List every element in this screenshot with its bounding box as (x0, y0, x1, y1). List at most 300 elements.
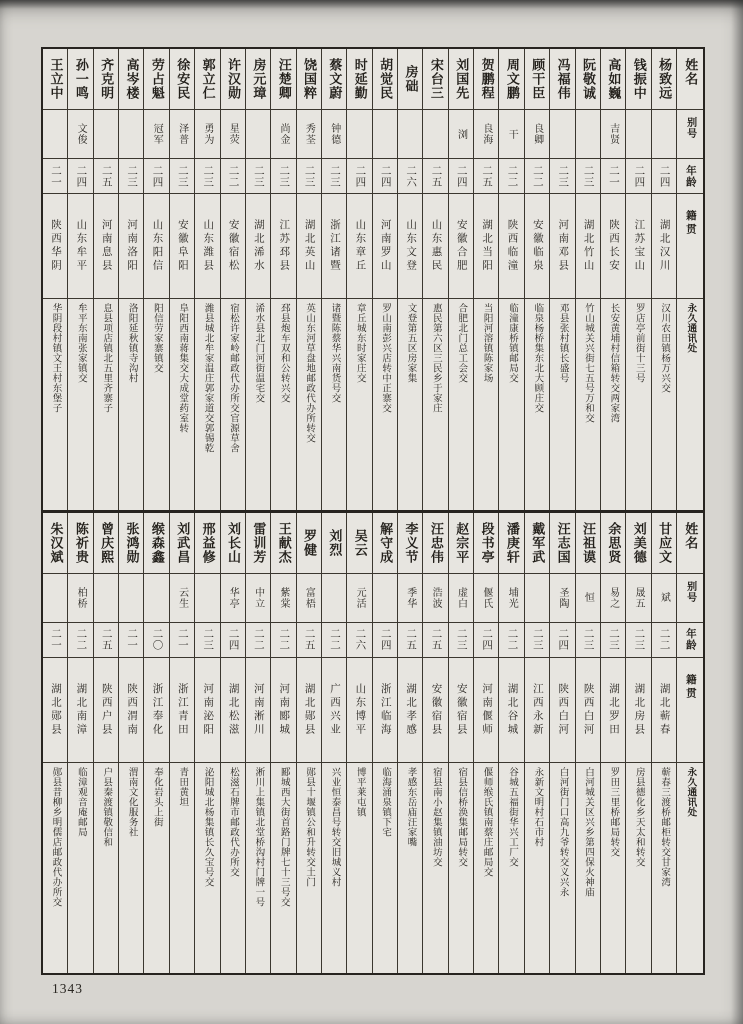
person-name-cell (423, 513, 447, 574)
person-name: 刘武昌 (175, 521, 191, 564)
person-native-cell (170, 658, 194, 763)
person-name: 周文鹏 (504, 58, 520, 100)
person-native-cell (170, 194, 194, 299)
person-address: 邳县炮车双和公转兴交 (278, 303, 289, 403)
person-name: 贺鹏程 (479, 58, 495, 100)
person-address: 宿松许家岭邮政代办所交官源草舍 (228, 303, 238, 453)
person-name-cell (271, 49, 295, 110)
person-native-cell (601, 658, 625, 763)
person-address-cell (119, 299, 143, 510)
person-native-cell (144, 658, 168, 763)
person-name-cell (525, 513, 549, 574)
person-address: 房县德化乡天太和转交 (633, 766, 644, 867)
person-byname: 秀荃 (303, 123, 315, 145)
person-name: 冯福伟 (555, 58, 571, 100)
person-address: 蕲春三渡桥邮柜转交甘家湾 (659, 766, 670, 887)
person-age-cell (373, 159, 397, 194)
person-name: 郭立仁 (200, 58, 216, 100)
person-age-cell (373, 623, 397, 658)
person-name: 吴云 (352, 528, 368, 557)
person-name: 劳占魁 (149, 58, 165, 100)
person-address-cell (94, 299, 118, 510)
person-name: 刘美德 (631, 521, 647, 564)
person-age-cell (246, 623, 270, 658)
person-native: 湖北郧县 (50, 682, 62, 737)
person-age-cell (398, 623, 422, 658)
header-column-bottom (676, 513, 703, 974)
person-name: 王献杰 (276, 521, 292, 564)
person-native-cell (449, 194, 473, 299)
person-age: 二四 (557, 628, 569, 651)
person-byname-cell (373, 574, 397, 623)
person-address-cell (195, 299, 219, 510)
person-byname: 华亭 (227, 586, 239, 609)
person-name: 刘烈 (327, 528, 343, 557)
person-address: 泌阳城北杨集镇长久宝号交 (202, 766, 213, 887)
person-name: 缑森鑫 (149, 521, 165, 564)
person-name: 赵宗平 (454, 521, 470, 564)
person-column (118, 513, 143, 974)
header-label-address: 永久通讯处 (685, 766, 696, 817)
person-native: 陕西白河 (582, 682, 594, 737)
person-address-cell (652, 763, 676, 974)
person-native-cell (550, 194, 574, 299)
person-name: 汪忠伟 (428, 521, 444, 564)
person-address: 临漳观音庵邮局 (75, 766, 86, 837)
person-byname-cell (626, 110, 650, 159)
person-byname: 尚金 (278, 123, 289, 145)
person-name: 杨致远 (657, 58, 673, 100)
person-age: 二三 (329, 164, 340, 188)
person-address-cell (170, 299, 194, 510)
person-address-cell (347, 299, 371, 510)
person-byname-cell (449, 574, 473, 623)
person-address: 临潼康桥镇邮局交 (506, 303, 517, 383)
person-name: 朱汉斌 (48, 521, 64, 564)
person-byname-cell (271, 574, 295, 623)
person-name-cell (221, 49, 245, 110)
person-column (625, 49, 650, 510)
person-name-cell (246, 49, 270, 110)
person-name-cell (474, 49, 498, 110)
person-native: 山东博平 (354, 682, 366, 737)
person-age-cell (271, 159, 295, 194)
header-label-native: 籍贯 (684, 210, 696, 237)
person-name: 汪志国 (555, 521, 571, 564)
person-byname-cell (373, 110, 397, 159)
person-address-cell (297, 299, 321, 510)
person-byname: 偃氏 (480, 586, 492, 609)
person-byname-cell (68, 574, 92, 623)
person-column (448, 49, 473, 510)
person-age: 二五 (100, 164, 112, 188)
person-age-cell (525, 623, 549, 658)
person-byname-cell (347, 110, 371, 159)
person-address: 郾城西大街首路门牌七十三号交 (278, 766, 289, 907)
person-age: 二二 (227, 164, 239, 188)
person-name-cell (398, 49, 422, 110)
person-name: 宋台三 (428, 58, 444, 100)
person-column (43, 513, 67, 974)
person-name-cell (94, 513, 118, 574)
person-name: 房础 (403, 65, 419, 93)
person-name: 雷训芳 (251, 521, 267, 564)
person-byname-cell (550, 110, 574, 159)
person-age-cell (221, 159, 245, 194)
person-native-cell (322, 194, 346, 299)
person-address-cell (246, 299, 270, 510)
person-address-cell (43, 299, 67, 510)
person-byname-cell (94, 110, 118, 159)
person-name-cell (297, 49, 321, 110)
header-cell-byname (677, 574, 703, 623)
person-byname-cell (601, 110, 625, 159)
person-address-cell (68, 763, 92, 974)
person-byname-cell (499, 110, 523, 159)
person-native-cell (68, 658, 92, 763)
person-name: 时延勤 (352, 58, 368, 100)
person-native-cell (398, 658, 422, 763)
person-age: 二二 (658, 628, 670, 651)
header-cell-age (677, 623, 703, 658)
person-native-cell (246, 658, 270, 763)
person-age: 二四 (75, 164, 87, 188)
person-age: 二三 (202, 628, 214, 651)
person-age-cell (119, 623, 143, 658)
person-name: 潘庚轩 (504, 521, 520, 564)
header-cell-native (677, 658, 703, 763)
person-age: 二一 (607, 164, 619, 188)
person-column (549, 49, 574, 510)
person-address: 户县秦渡镇敬信和 (101, 766, 112, 847)
person-column (422, 513, 447, 974)
person-address: 渭南文化服务社 (126, 766, 137, 837)
person-native: 山东惠民 (430, 219, 442, 273)
person-address: 淅川上集镇北堂桥沟村门牌一号 (253, 766, 264, 907)
person-native-cell (373, 658, 397, 763)
person-name-cell (347, 513, 371, 574)
person-native-cell (221, 658, 245, 763)
person-native-cell (652, 194, 676, 299)
person-age-cell (271, 623, 295, 658)
person-byname: 富梧 (303, 586, 315, 609)
person-column (524, 49, 549, 510)
person-address-cell (271, 299, 295, 510)
person-native: 湖北南漳 (75, 682, 87, 737)
person-age-cell (68, 623, 92, 658)
person-byname: 晟五 (633, 586, 645, 609)
person-native: 安徽宿县 (455, 682, 467, 737)
person-native-cell (94, 194, 118, 299)
person-byname: 恒 (582, 592, 594, 603)
person-address-cell (449, 763, 473, 974)
person-name: 孙一鸣 (73, 58, 89, 100)
person-column (651, 513, 676, 974)
person-age: 二三 (633, 628, 645, 651)
person-byname-cell (221, 110, 245, 159)
person-native-cell (550, 658, 574, 763)
person-age: 二二 (506, 628, 518, 651)
person-column (473, 49, 498, 510)
person-column (169, 513, 194, 974)
person-native: 山东章丘 (354, 219, 366, 273)
person-byname-cell (499, 574, 523, 623)
person-address-cell (499, 763, 523, 974)
person-native: 陕西华阴 (50, 219, 62, 273)
person-native: 湖北英山 (303, 219, 315, 273)
person-column (67, 513, 92, 974)
person-byname: 良海 (480, 123, 492, 145)
person-column (651, 49, 676, 510)
person-column (473, 513, 498, 974)
person-column (498, 49, 523, 510)
person-name: 陈祈贵 (73, 521, 89, 564)
person-name: 戴军武 (530, 521, 546, 564)
person-byname-cell (576, 574, 600, 623)
person-name-cell (601, 49, 625, 110)
person-age-cell (297, 623, 321, 658)
person-native: 陕西白河 (557, 682, 569, 737)
person-address: 松滋石牌市邮政代办所交 (228, 766, 238, 877)
person-age-cell (550, 159, 574, 194)
person-name: 汪祖谟 (581, 521, 596, 564)
person-address: 宿县南小赵集镇油坊交 (430, 766, 441, 867)
person-byname-cell (195, 110, 219, 159)
person-age-cell (449, 159, 473, 194)
person-address: 罗田三里桥邮局转交 (608, 766, 619, 857)
person-name-cell (246, 513, 270, 574)
person-age: 二五 (430, 628, 442, 651)
person-age-cell (652, 159, 676, 194)
person-byname-cell (170, 110, 194, 159)
person-byname-cell (601, 574, 625, 623)
person-native: 山东牟平 (75, 219, 87, 273)
person-native: 江西永新 (531, 682, 543, 737)
person-column (372, 513, 397, 974)
person-age-cell (119, 159, 143, 194)
person-byname: 干 (506, 128, 518, 140)
person-byname: 钟德 (328, 123, 340, 145)
person-native-cell (449, 658, 473, 763)
person-name: 刘国先 (454, 58, 470, 100)
person-age-cell (398, 159, 422, 194)
person-native-cell (68, 194, 92, 299)
person-native: 湖北汉川 (658, 219, 670, 273)
person-address: 永新文明村石市村 (532, 766, 543, 847)
person-native: 陕西渭南 (126, 682, 138, 737)
header-cell-age (677, 159, 703, 194)
person-age: 二三 (252, 164, 264, 188)
person-column (194, 49, 219, 510)
person-column (220, 49, 245, 510)
person-native: 山东潍县 (202, 219, 214, 273)
person-age-cell (474, 159, 498, 194)
directory-table (41, 47, 705, 975)
header-cell-byname (677, 110, 703, 159)
person-column (93, 513, 118, 974)
person-name: 房元璋 (251, 58, 267, 100)
person-age-cell (195, 623, 219, 658)
person-address-cell (68, 299, 92, 510)
person-address-cell (373, 763, 397, 974)
person-name-cell (195, 513, 219, 574)
person-age: 二一 (126, 628, 138, 651)
person-byname-cell (297, 574, 321, 623)
person-age-cell (221, 623, 245, 658)
person-column (600, 513, 625, 974)
person-native: 安徽合肥 (455, 219, 467, 273)
person-address: 奉化岩头上街 (151, 766, 162, 827)
person-column (296, 513, 321, 974)
person-address: 惠民第六区三民乡于家庄 (430, 303, 441, 413)
person-name: 汪楚卿 (276, 58, 292, 100)
person-name: 徐安民 (175, 58, 191, 100)
person-address: 竹山城关兴街七五号万和交 (583, 303, 594, 423)
person-name-cell (68, 513, 92, 574)
person-age: 二二 (506, 164, 518, 188)
person-byname: 元活 (354, 586, 366, 609)
person-address: 牟平东南张家镇交 (75, 303, 86, 383)
person-address-cell (221, 299, 245, 510)
person-address-cell (398, 763, 422, 974)
person-byname-cell (423, 110, 447, 159)
person-byname-cell (221, 574, 245, 623)
person-byname: 斌 (658, 592, 670, 603)
person-byname-cell (525, 110, 549, 159)
person-age: 二三 (126, 164, 138, 188)
person-age-cell (170, 623, 194, 658)
person-byname: 易之 (607, 586, 619, 609)
person-column (321, 513, 346, 974)
person-name: 齐克明 (99, 58, 115, 100)
person-column (498, 513, 523, 974)
person-age-cell (423, 159, 447, 194)
person-native-cell (576, 194, 600, 299)
person-native-cell (373, 194, 397, 299)
person-name-cell (94, 49, 118, 110)
person-native: 河南泌阳 (202, 682, 214, 737)
header-cell-name (677, 49, 703, 110)
person-native-cell (347, 658, 371, 763)
person-address: 诸暨陈蔡华兴南货号交 (329, 303, 340, 403)
person-age: 二四 (481, 628, 493, 651)
person-byname-cell (423, 574, 447, 623)
person-address-cell (170, 763, 194, 974)
person-name-cell (322, 49, 346, 110)
person-native: 河南洛阳 (126, 219, 138, 273)
person-address-cell (322, 763, 346, 974)
person-name: 高岑楼 (124, 58, 140, 100)
person-native: 河南淅川 (252, 682, 264, 737)
person-byname: 文俊 (75, 123, 87, 145)
person-byname: 虚白 (455, 586, 467, 609)
person-age-cell (347, 623, 371, 658)
person-address: 白河城关区兴乡第四保火神庙 (583, 766, 594, 897)
person-address: 孝感东岳庙汪家嘴 (405, 766, 416, 847)
person-native: 湖北蕲春 (658, 682, 670, 737)
person-native: 河南郾城 (278, 682, 290, 737)
person-byname-cell (297, 110, 321, 159)
person-native: 河南邓县 (557, 219, 569, 273)
person-name-cell (474, 513, 498, 574)
person-column (346, 49, 371, 510)
header-label-address: 永久通讯处 (685, 303, 696, 353)
person-native: 河南息县 (100, 219, 112, 273)
person-age: 二三 (202, 164, 214, 188)
person-age: 二一 (176, 628, 188, 651)
person-address: 罗山南彭兴店转中正寨交 (380, 303, 391, 413)
person-name-cell (398, 513, 422, 574)
person-age: 二一 (50, 164, 62, 188)
person-age-cell (449, 623, 473, 658)
person-name-cell (43, 49, 67, 110)
person-byname-cell (144, 110, 168, 159)
person-age: 二三 (582, 164, 594, 188)
person-address: 华阴段村镇文王村东堡子 (50, 303, 61, 413)
person-byname-cell (195, 574, 219, 623)
person-name-cell (626, 49, 650, 110)
person-name-cell (119, 513, 143, 574)
person-age: 二四 (379, 628, 391, 651)
person-column (93, 49, 118, 510)
person-address-cell (576, 299, 600, 510)
person-address: 息县项店镇北五里齐寨子 (101, 303, 112, 413)
person-byname-cell (170, 574, 194, 623)
person-address-cell (297, 763, 321, 974)
person-address-cell (626, 299, 650, 510)
person-native: 湖北孝感 (405, 682, 417, 737)
person-name: 蔡文蔚 (327, 58, 343, 100)
person-native: 江苏宝山 (633, 219, 645, 273)
person-native: 湖北房县 (633, 682, 645, 737)
person-column (220, 513, 245, 974)
person-address: 偃师缑氏镇南蔡庄邮局交 (481, 766, 492, 877)
person-address: 郧县昔柳乡明儒店邮政代办所交 (50, 766, 61, 907)
person-native: 湖北谷城 (506, 682, 518, 737)
person-address: 青田黄坦 (177, 766, 188, 807)
person-byname: 柏桥 (75, 586, 87, 609)
person-age: 二二 (531, 164, 543, 188)
person-age: 二三 (607, 628, 619, 651)
person-address: 宿县信桥涣集邮局转交 (456, 766, 467, 867)
person-byname-cell (398, 574, 422, 623)
person-byname-cell (119, 110, 143, 159)
person-age-cell (550, 623, 574, 658)
person-columns-top (43, 49, 676, 510)
person-name-cell (43, 513, 67, 574)
person-age-cell (170, 159, 194, 194)
person-byname: 云生 (176, 586, 188, 609)
person-age-cell (601, 159, 625, 194)
person-native-cell (474, 194, 498, 299)
person-age: 二二 (329, 628, 340, 651)
person-native: 湖北当阳 (481, 219, 493, 273)
person-age-cell (246, 159, 270, 194)
header-cell-address (677, 763, 703, 974)
person-address-cell (499, 299, 523, 510)
person-column (372, 49, 397, 510)
person-column (270, 513, 295, 974)
person-age: 二四 (227, 628, 239, 651)
person-column (575, 49, 600, 510)
person-column (67, 49, 92, 510)
person-native-cell (94, 658, 118, 763)
person-native-cell (601, 194, 625, 299)
person-address-cell (474, 299, 498, 510)
person-address-cell (221, 763, 245, 974)
person-byname: 浏 (455, 128, 467, 140)
person-age-cell (144, 623, 168, 658)
